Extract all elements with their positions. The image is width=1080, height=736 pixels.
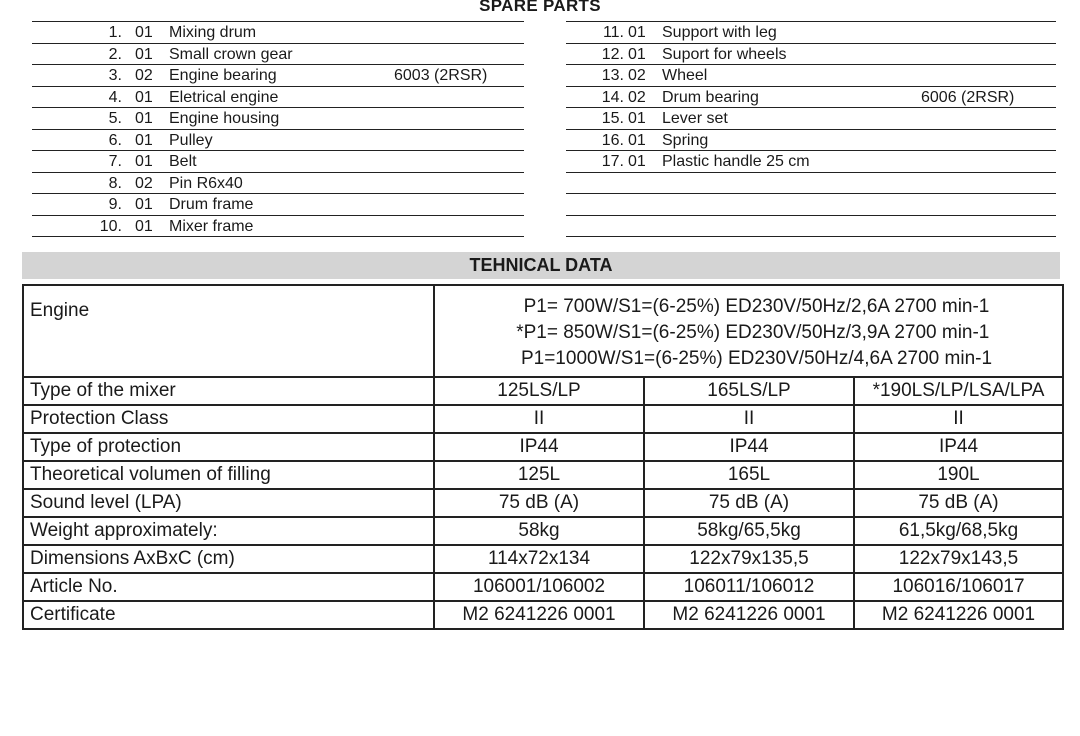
row-label: Weight approximately: xyxy=(23,517,434,545)
part-name: Mixer frame xyxy=(169,217,254,235)
table-row xyxy=(23,601,1063,629)
spare-parts-title: SPARE PARTS xyxy=(479,0,601,15)
table-cell: M2 6241226 0001 xyxy=(854,601,1063,629)
row-label: Article No. xyxy=(23,573,434,601)
table-cell: 165LS/LP xyxy=(644,377,854,405)
part-name: Support with leg xyxy=(662,24,777,41)
spare-parts-right-list xyxy=(566,21,1056,237)
table-row xyxy=(23,489,1063,517)
table-row xyxy=(23,573,1063,601)
part-name: Suport for wheels xyxy=(662,45,787,63)
table-cell: 75 dB (A) xyxy=(854,489,1063,517)
part-quantity: 01 xyxy=(135,196,153,213)
table-cell: 114x72x134 xyxy=(434,545,644,573)
table-row xyxy=(23,433,1063,461)
table-cell: 122x79x143,5 xyxy=(854,545,1063,573)
part-quantity: 02 xyxy=(135,67,153,84)
row-label: Certificate xyxy=(23,601,434,629)
spare-part-row xyxy=(32,87,524,109)
part-number: 8. xyxy=(108,174,122,192)
table-cell: 125LS/LP xyxy=(434,377,644,405)
spare-part-row xyxy=(566,65,1056,87)
spare-part-row xyxy=(32,216,524,238)
part-quantity: 02 xyxy=(628,67,646,84)
part-quantity: 01 xyxy=(628,131,646,149)
part-name: Engine housing xyxy=(169,110,280,127)
part-quantity: 01 xyxy=(135,217,153,235)
table-cell: IP44 xyxy=(434,433,644,461)
table-cell: 106016/106017 xyxy=(854,573,1063,601)
table-cell: II xyxy=(434,405,644,433)
table-cell: 190L xyxy=(854,461,1063,489)
footnote-mark: * xyxy=(516,322,524,343)
technical-data-title: TEHNICAL DATA xyxy=(22,252,1060,279)
row-label: Engine xyxy=(23,285,434,377)
part-spec: 6003 (2RSR) xyxy=(394,67,488,84)
spare-part-row xyxy=(32,130,524,152)
engine-specs xyxy=(434,285,1063,377)
part-quantity: 01 xyxy=(628,45,646,63)
spare-part-row xyxy=(32,44,524,66)
part-name: Engine bearing xyxy=(169,67,277,84)
table-cell: 106011/106012 xyxy=(644,573,854,601)
spare-part-row xyxy=(566,151,1056,173)
row-label: Type of the mixer xyxy=(23,377,434,405)
spare-part-row xyxy=(32,65,524,87)
table-cell: 61,5kg/68,5kg xyxy=(854,517,1063,545)
row-label: Protection Class xyxy=(23,405,434,433)
part-quantity: 02 xyxy=(628,88,646,106)
part-name: Wheel xyxy=(662,67,708,84)
part-number: 7. xyxy=(108,153,122,170)
table-row xyxy=(23,545,1063,573)
spare-part-row xyxy=(566,44,1056,66)
part-spec: 6006 (2RSR) xyxy=(921,88,1015,106)
spare-part-row xyxy=(566,194,1056,216)
part-quantity: 01 xyxy=(135,153,153,170)
table-cell: 122x79x135,5 xyxy=(644,545,854,573)
table-cell: M2 6241226 0001 xyxy=(644,601,854,629)
part-number: 10. xyxy=(99,217,122,235)
part-number: 16. xyxy=(601,131,624,149)
table-cell: M2 6241226 0001 xyxy=(434,601,644,629)
spare-part-row xyxy=(32,194,524,216)
spare-part-row xyxy=(32,108,524,130)
table-cell: 165L xyxy=(644,461,854,489)
part-number: 6. xyxy=(108,131,122,149)
part-name: Mixing drum xyxy=(169,24,257,41)
table-row xyxy=(23,405,1063,433)
table-row xyxy=(23,517,1063,545)
part-number: 13. xyxy=(601,67,624,84)
spare-part-row xyxy=(566,108,1056,130)
table-row-engine xyxy=(23,285,1063,377)
part-number: 5. xyxy=(108,110,122,127)
part-quantity: 02 xyxy=(135,174,153,192)
spare-part-row xyxy=(32,22,524,44)
table-cell: IP44 xyxy=(854,433,1063,461)
table-cell: 106001/106002 xyxy=(434,573,644,601)
part-name: Small crown gear xyxy=(169,45,293,63)
part-quantity: 01 xyxy=(628,153,646,170)
table-cell: IP44 xyxy=(644,433,854,461)
spare-part-row xyxy=(32,173,524,195)
table-cell: 75 dB (A) xyxy=(434,489,644,517)
engine-spec-text: P1= 850W/S1=(6-25%) ED230V/50Hz/3,9A 2700 min-1 xyxy=(523,322,990,343)
part-name: Pulley xyxy=(169,131,213,149)
part-name: Belt xyxy=(169,153,197,170)
engine-spec-line xyxy=(439,346,1058,372)
part-number: 12. xyxy=(601,45,624,63)
part-name: Plastic handle 25 cm xyxy=(662,153,810,170)
row-label: Type of protection xyxy=(23,433,434,461)
spare-part-row xyxy=(566,216,1056,238)
technical-data-table xyxy=(22,284,1064,630)
part-number: 15. xyxy=(601,110,624,127)
spare-part-row xyxy=(566,173,1056,195)
spare-part-row xyxy=(566,130,1056,152)
table-cell: 58kg/65,5kg xyxy=(644,517,854,545)
part-number: 3. xyxy=(108,67,122,84)
table-cell: *190LS/LP/LSA/LPA xyxy=(854,377,1063,405)
table-cell: II xyxy=(854,405,1063,433)
part-number: 2. xyxy=(108,45,122,63)
row-label: Theoretical volumen of filling xyxy=(23,461,434,489)
part-quantity: 01 xyxy=(135,110,153,127)
part-number: 4. xyxy=(108,88,122,106)
part-number: 1. xyxy=(108,24,122,41)
part-name: Lever set xyxy=(662,110,728,127)
part-number: 9. xyxy=(108,196,122,213)
table-row xyxy=(23,377,1063,405)
row-label: Dimensions AxBxC (cm) xyxy=(23,545,434,573)
spare-part-row xyxy=(32,151,524,173)
engine-spec-line xyxy=(439,294,1058,320)
part-name: Drum bearing xyxy=(662,88,759,106)
table-row xyxy=(23,461,1063,489)
part-name: Pin R6x40 xyxy=(169,174,243,192)
table-cell: II xyxy=(644,405,854,433)
part-quantity: 01 xyxy=(135,24,153,41)
spare-part-row xyxy=(566,87,1056,109)
part-name: Spring xyxy=(662,131,709,149)
part-quantity: 01 xyxy=(628,24,646,41)
part-number: 11. xyxy=(602,24,624,41)
part-name: Eletrical engine xyxy=(169,88,279,106)
part-quantity: 01 xyxy=(135,45,153,63)
row-label: Sound level (LPA) xyxy=(23,489,434,517)
part-quantity: 01 xyxy=(135,131,153,149)
table-cell: 125L xyxy=(434,461,644,489)
table-cell: 75 dB (A) xyxy=(644,489,854,517)
table-cell: 58kg xyxy=(434,517,644,545)
part-quantity: 01 xyxy=(628,110,646,127)
part-number: 14. xyxy=(601,88,624,106)
spare-parts-left-list xyxy=(32,21,524,237)
engine-spec-text: P1=1000W/S1=(6-25%) ED230V/50Hz/4,6A 2700 min-1 xyxy=(520,348,993,369)
spare-part-row xyxy=(566,22,1056,44)
part-name: Drum frame xyxy=(169,196,254,213)
part-quantity: 01 xyxy=(135,88,153,106)
part-number: 17. xyxy=(601,153,624,170)
engine-spec-text: P1= 700W/S1=(6-25%) ED230V/50Hz/2,6A 2700 min-1 xyxy=(523,296,990,317)
engine-spec-line xyxy=(439,320,1058,346)
